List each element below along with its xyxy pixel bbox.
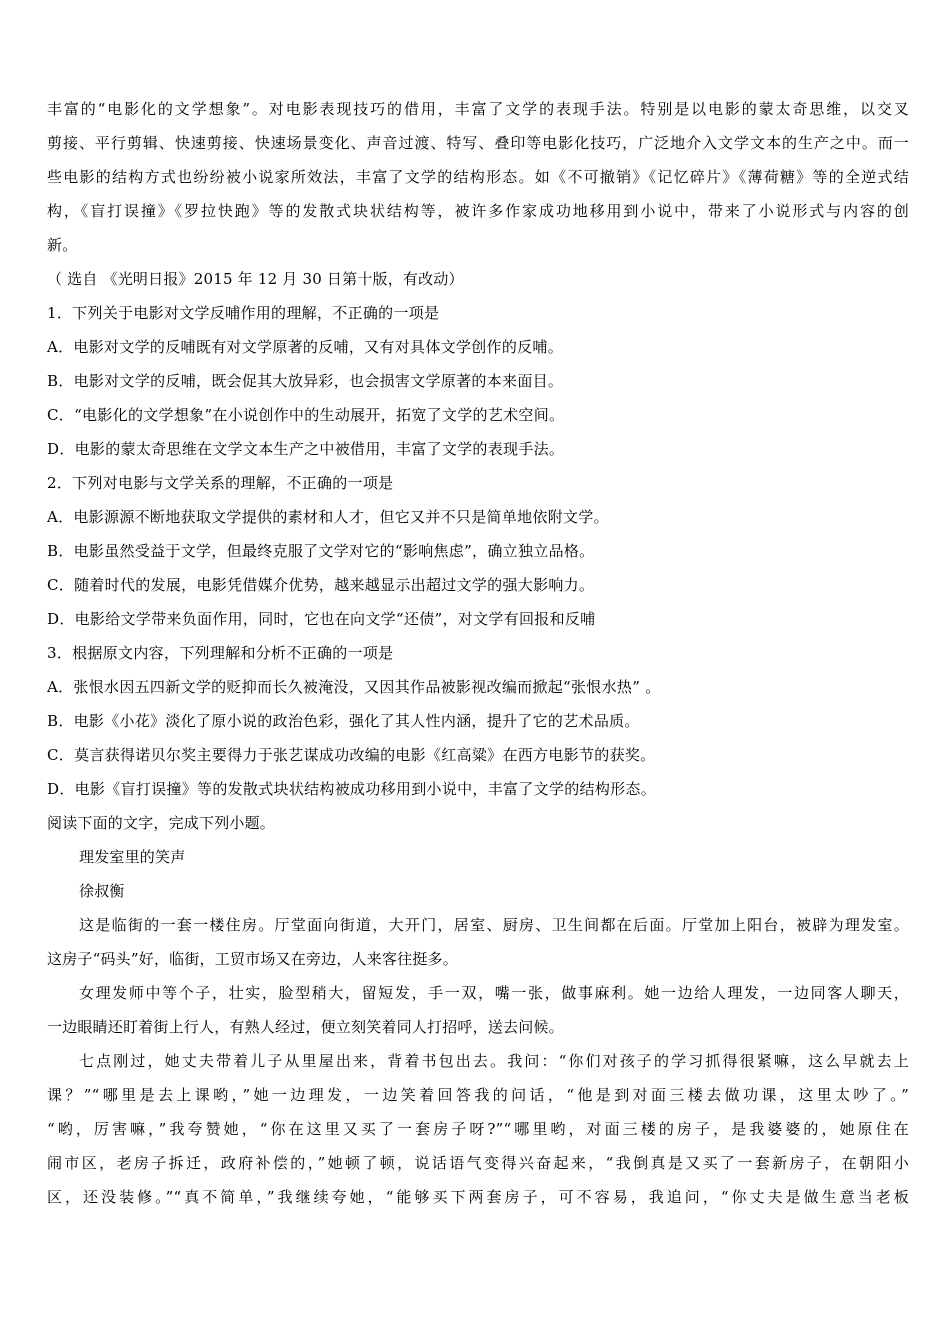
- story-author: 徐叔衡: [79, 882, 125, 900]
- story-line: 七点刚过，她丈夫带着儿子从里屋出来，背着书包出去。我问：“你们对孩子的学习抓得很紧嘛，这么早就去上: [79, 1052, 909, 1070]
- passage-line: 新。: [47, 236, 78, 254]
- question-option: D．电影《盲打误撞》等的发散式块状结构被成功移用到小说中，丰富了文学的结构形态。: [47, 780, 657, 798]
- story-line: 闹市区，老房子拆迁，政府补偿的，”她顿了顿，说话语气变得兴奋起来，“我倒真是又买了一套新房子，在朝阳小: [47, 1154, 909, 1172]
- question-option: C．“电影化的文学想象”在小说创作中的生动展开，拓宽了文学的艺术空间。: [47, 406, 565, 424]
- story-line: 这房子“码头”好，临街，工贸市场又在旁边，人来客往挺多。: [47, 950, 458, 968]
- story-title: 理发室里的笑声: [79, 848, 186, 866]
- passage-line: 些电影的结构方式也纷纷被小说家所效法，丰富了文学的结构形态。如《不可撤销》《记忆碎片》《薄荷糖》等的全逆式结: [47, 168, 909, 186]
- question-option: A．电影对文学的反哺既有对文学原著的反哺，又有对具体文学创作的反哺。: [47, 338, 564, 356]
- question-option: B．电影对文学的反哺，既会促其大放异彩，也会损害文学原著的本来面目。: [47, 372, 564, 390]
- story-line: “哟，厉害嘛，”我夸赞她，“你在这里又买了一套房子呀?”“哪里哟，对面三楼的房子，是我婆婆的，她原住在: [47, 1120, 909, 1138]
- passage-line: 构，《盲打误撞》《罗拉快跑》等的发散式块状结构等，被许多作家成功地移用到小说中，带来了小说形式与内容的创: [47, 202, 909, 220]
- question-option: A．张恨水因五四新文学的贬抑而长久被淹没，又因其作品被影视改编而掀起“张恨水热” 。: [47, 678, 661, 696]
- question-option: C．莫言获得诺贝尔奖主要得力于张艺谋成功改编的电影《红高粱》在西方电影节的获奖。: [47, 746, 656, 764]
- question-option: D．电影给文学带来负面作用，同时，它也在向文学“还债”，对文学有回报和反哺: [47, 610, 596, 628]
- passage-line: 剪接、平行剪辑、快速剪接、快速场景变化、声音过渡、特写、叠印等电影化技巧，广泛地介入文学文本的生产之中。而一: [47, 134, 909, 152]
- story-line: 区，还没装修。”“真不简单，”我继续夸她，“能够买下两套房子，可不容易，我追问，“你丈夫是做生意当老板: [47, 1188, 909, 1206]
- story-line: 课？”“哪里是去上课哟，”她一边理发，一边笑着回答我的问话，“他是到对面三楼去做功课，这里太吵了。”: [47, 1086, 909, 1104]
- question-stem: 1．下列关于电影对文学反哺作用的理解，不正确的一项是: [47, 304, 440, 322]
- question-option: B．电影虽然受益于文学，但最终克服了文学对它的“影响焦虑”，确立独立品格。: [47, 542, 595, 560]
- reading-instruction: 阅读下面的文字，完成下列小题。: [47, 814, 276, 832]
- story-line: 女理发师中等个子，壮实，脸型稍大，留短发，手一双，嘴一张，做事麻利。她一边给人理发，一边同客人聊天，: [79, 984, 909, 1002]
- source-citation: （ 选自 《光明日报》2015 年 12 月 30 日第十版，有改动）: [47, 270, 464, 288]
- question-stem: 2．下列对电影与文学关系的理解，不正确的一项是: [47, 474, 394, 492]
- question-option: D．电影的蒙太奇思维在文学文本生产之中被借用，丰富了文学的表现手法。: [47, 440, 565, 458]
- question-option: A．电影源源不断地获取文学提供的素材和人才，但它又并不只是简单地依附文学。: [47, 508, 609, 526]
- document-page: [47, 92, 909, 1214]
- story-line: 一边眼睛还盯着街上行人，有熟人经过，便立刻笑着同人打招呼，送去问候。: [47, 1018, 564, 1036]
- story-line: 这是临街的一套一楼住房。厅堂面向街道，大开门，居室、厨房、卫生间都在后面。厅堂加上阳台，被辟为理发室。: [79, 916, 909, 934]
- question-option: B．电影《小花》淡化了原小说的政治色彩，强化了其人性内涵，提升了它的艺术品质。: [47, 712, 640, 730]
- question-option: C．随着时代的发展，电影凭借媒介优势，越来越显示出超过文学的强大影响力。: [47, 576, 595, 594]
- passage-line: 丰富的“电影化的文学想象”。对电影表现技巧的借用，丰富了文学的表现手法。特别是以电影的蒙太奇思维，以交叉: [47, 100, 909, 118]
- question-stem: 3．根据原文内容，下列理解和分析不正确的一项是: [47, 644, 394, 662]
